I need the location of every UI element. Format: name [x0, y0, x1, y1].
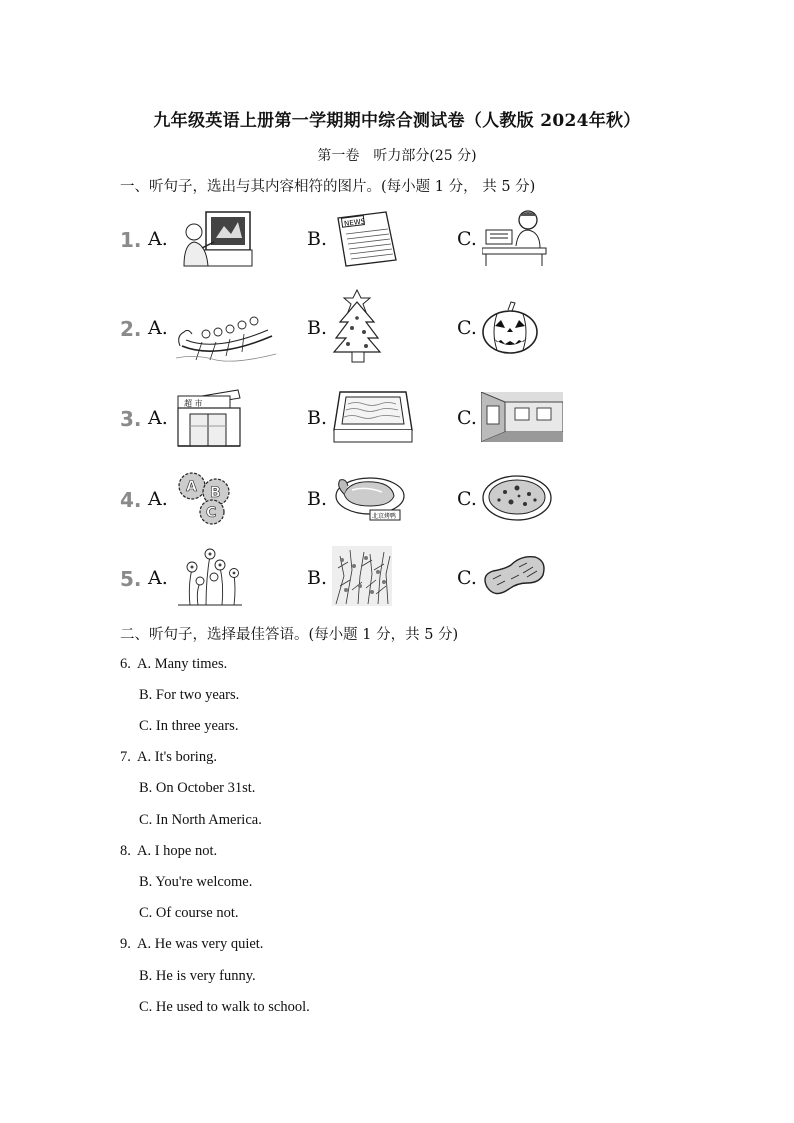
option-b[interactable]: B. You're welcome.: [139, 874, 253, 890]
option-b-label[interactable]: B.: [307, 567, 328, 589]
section1-heading: 一、听句子，选出与其内容相符的图片。(每小题 1 分， 共 5 分): [120, 179, 536, 195]
svg-text:C: C: [206, 505, 217, 521]
roast-duck-icon[interactable]: [330, 472, 406, 524]
pizza-icon[interactable]: [481, 472, 553, 522]
option-c-label[interactable]: C.: [457, 228, 477, 250]
option-a-label[interactable]: A.: [148, 407, 168, 429]
store-sign-label: 超 市: [184, 399, 203, 408]
news-label: NEWS: [343, 217, 366, 228]
option-b[interactable]: B. For two years.: [139, 687, 240, 703]
option-a-label[interactable]: A.: [148, 317, 168, 339]
question-number: 8.: [120, 843, 131, 859]
question-number: 3.: [120, 407, 142, 431]
option-c[interactable]: C. In North America.: [139, 812, 262, 828]
option-b-label[interactable]: B.: [307, 228, 328, 250]
page-title: 九年级英语上册第一学期期中综合测试卷（人教版 2024年秋）: [153, 111, 641, 131]
option-a[interactable]: A. I hope not.: [137, 843, 218, 859]
radio-listener-icon[interactable]: [482, 206, 548, 268]
option-a-label[interactable]: A.: [148, 488, 168, 510]
option-a[interactable]: A. Many times.: [137, 656, 228, 672]
bush-icon[interactable]: [332, 546, 392, 606]
newspaper-icon[interactable]: [332, 210, 400, 268]
question-number: 7.: [120, 749, 131, 765]
watching-tv-icon[interactable]: [176, 208, 254, 268]
flowers-icon[interactable]: [176, 545, 244, 607]
question-number: 6.: [120, 656, 131, 672]
dragon-boat-icon[interactable]: [176, 306, 278, 364]
duck-label: 北京烤鸭: [372, 513, 397, 520]
option-b-label[interactable]: B.: [307, 407, 328, 429]
option-c[interactable]: C. In three years.: [139, 718, 239, 734]
option-a-label[interactable]: A.: [148, 228, 168, 250]
question-number: 9.: [120, 936, 131, 952]
option-c-label[interactable]: C.: [457, 317, 477, 339]
svg-text:A: A: [186, 479, 197, 495]
option-c[interactable]: C. Of course not.: [139, 905, 239, 921]
section2-heading: 二、听句子，选择最佳答语。(每小题 1 分，共 5 分): [120, 627, 459, 643]
option-b-label[interactable]: B.: [307, 488, 328, 510]
question-number: 2.: [120, 317, 142, 341]
option-c-label[interactable]: C.: [457, 567, 477, 589]
question-number: 5.: [120, 567, 142, 591]
question-number: 4.: [120, 488, 142, 512]
option-a[interactable]: A. He was very quiet.: [137, 936, 264, 952]
classroom-icon[interactable]: [481, 392, 563, 442]
option-b[interactable]: B. He is very funny.: [139, 968, 256, 984]
supermarket-icon[interactable]: [176, 386, 244, 448]
part-subtitle: 第一卷 听力部分(25 分): [317, 148, 477, 164]
option-c[interactable]: C. He used to walk to school.: [139, 999, 310, 1015]
christmas-tree-icon[interactable]: [332, 288, 382, 364]
swimming-pool-icon[interactable]: [332, 390, 414, 444]
option-c-label[interactable]: C.: [457, 488, 477, 510]
pumpkin-lantern-icon[interactable]: [481, 300, 539, 356]
question-number: 1.: [120, 228, 142, 252]
option-a-label[interactable]: A.: [148, 567, 168, 589]
option-b-label[interactable]: B.: [307, 317, 328, 339]
option-a[interactable]: A. It's boring.: [137, 749, 217, 765]
svg-text:B: B: [210, 485, 221, 501]
option-c-label[interactable]: C.: [457, 407, 477, 429]
abc-cookies-icon[interactable]: [176, 470, 236, 526]
option-b[interactable]: B. On October 31st.: [139, 780, 256, 796]
peanut-icon[interactable]: [481, 553, 547, 599]
